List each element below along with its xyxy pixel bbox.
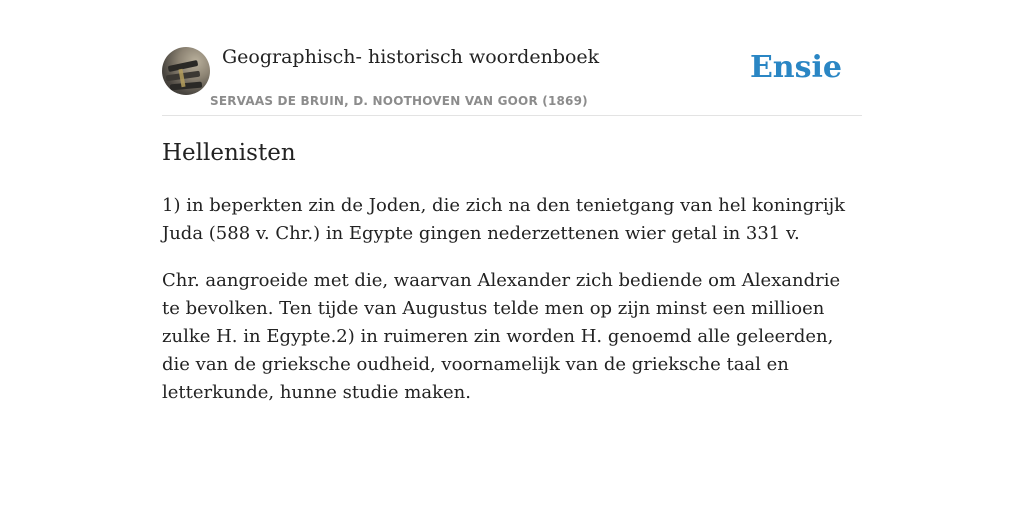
book-title-link[interactable]: Geographisch- historisch woordenboek — [222, 46, 600, 68]
entry-paragraph: Chr. aangroeide met die, waarvan Alexander zich bediende om Alexandrie te bevolken. Ten tijde van Augustus telde men op zijn minst een millioen zulke H. in Egypte.2) in ruimeren zin worden H. genoemd alle geleerden, die van de grieksche oudheid, voornamelijk van de grieksche taal en letterkunde, hunne studie maken. — [162, 270, 841, 403]
ensie-logo-link[interactable]: Ensie — [749, 50, 842, 85]
entry-paragraph: 1) in beperkten zin de Joden, die zich na den tenietgang van hel koningrijk Juda (588 v. Chr.) in Egypte gingen nederzettenen wier getal in 331 v. — [162, 195, 846, 244]
book-spine-graphic — [168, 60, 199, 72]
entry-title: Hellenisten — [162, 140, 296, 166]
book-spine-graphic — [170, 82, 202, 91]
entry-body — [162, 192, 862, 426]
book-header — [162, 44, 862, 116]
book-cover-avatar[interactable] — [162, 47, 210, 95]
book-author: SERVAAS DE BRUIN, D. NOOTHOVEN VAN GOOR (1869) — [210, 94, 588, 108]
